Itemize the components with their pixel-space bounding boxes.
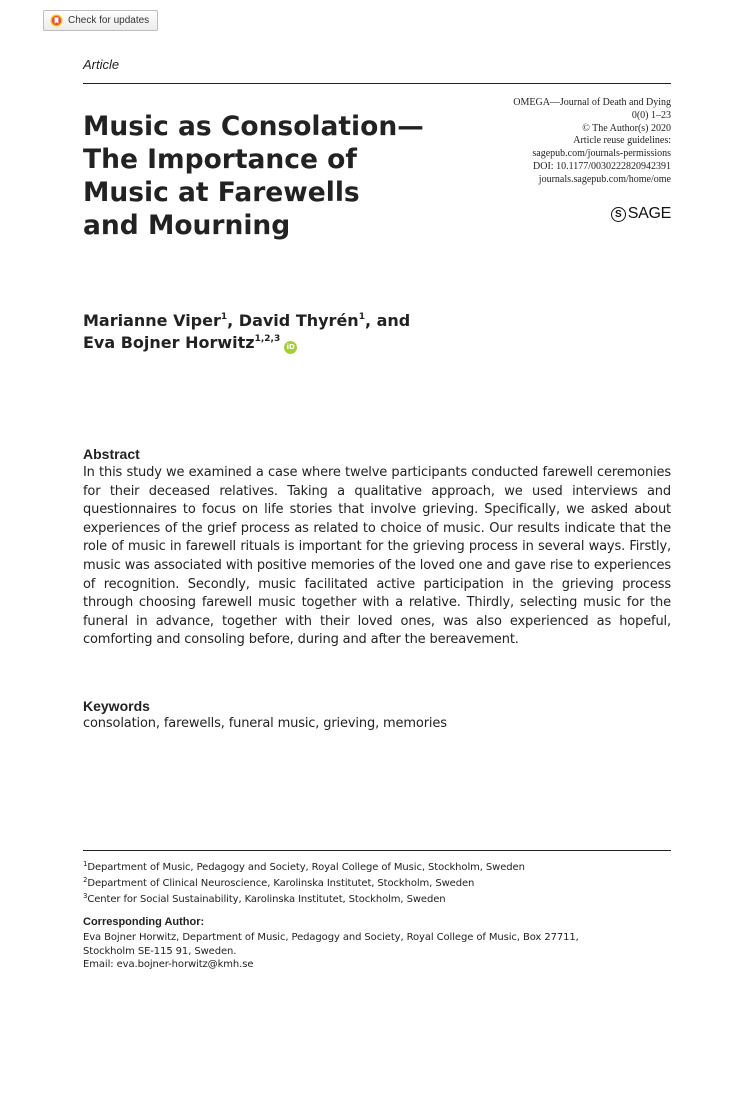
affiliation-number: 1: [83, 860, 88, 868]
corresponding-city: Stockholm SE-115 91, Sweden.: [83, 945, 237, 957]
affiliation-number: 3: [83, 892, 88, 900]
journal-home-link[interactable]: journals.sagepub.com/home/ome: [538, 173, 671, 185]
article-title: [83, 110, 453, 242]
permissions-link[interactable]: sagepub.com/journals-permissions: [532, 148, 671, 160]
affiliation-number: 2: [83, 876, 88, 884]
affiliation-item: [83, 860, 683, 876]
title-line: Music at Farewells: [83, 177, 360, 208]
affiliations: [83, 860, 683, 908]
author-name[interactable]: Marianne Viper: [83, 311, 221, 330]
orcid-icon[interactable]: iD: [284, 341, 297, 354]
document-type: Article: [83, 57, 120, 72]
corresponding-author-details: [83, 931, 683, 972]
keywords-heading: Keywords: [83, 698, 150, 714]
sage-logo-icon: S: [611, 207, 626, 222]
keywords-text: consolation, farewells, funeral music, grieving, memories: [83, 716, 447, 731]
title-line: and Mourning: [83, 210, 291, 241]
copyright: © The Author(s) 2020: [582, 122, 671, 134]
header-rule: [83, 83, 671, 84]
author-separator: , and: [364, 311, 411, 330]
reuse-guidelines-label: Article reuse guidelines:: [573, 135, 671, 147]
check-for-updates-badge[interactable]: [43, 10, 158, 31]
affiliation-item: [83, 892, 683, 908]
corresponding-author-heading: Corresponding Author:: [83, 916, 205, 928]
bookmark-update-icon: [50, 14, 63, 27]
author-name[interactable]: David Thyrén: [238, 311, 359, 330]
author-separator: ,: [227, 311, 239, 330]
footnote-rule: [83, 850, 671, 851]
title-line: The Importance of: [83, 144, 357, 175]
affiliation-text: Center for Social Sustainability, Karolinska Institutet, Stockholm, Sweden: [87, 894, 446, 905]
corresponding-email[interactable]: Email: eva.bojner-horwitz@kmh.se: [83, 959, 254, 970]
affiliation-text: Department of Clinical Neuroscience, Karolinska Institutet, Stockholm, Sweden: [87, 878, 475, 889]
abstract-heading: Abstract: [83, 446, 140, 462]
journal-metadata: [513, 97, 671, 187]
title-line: Music as Consolation—: [83, 111, 424, 142]
abstract-text: In this study we examined a case where twelve participants conducted farewell ceremonies for their deceased relatives. Taking a qualitative approach, we used interviews and questionnaires to focus on life stories that involve grieving. Specifically, we asked about experiences of the grief process as related to choice of music. Our results indicate that the role of music in farewell rituals is important for the grieving process in several ways. Firstly, music was associated with positive memories of the loved one and gave rise to experiences of recognition. Secondly, music facilitated active participation in the grieving process through choosing farewell music together with a relative. Thirdly, selecting music for the funeral in advance, together with their loved ones, was also experienced as hopeful, comforting and consoling before, during and after the bereavement.: [83, 465, 671, 648]
affiliation-text: Department of Music, Pedagogy and Society, Royal College of Music, Stockholm, Sweden: [87, 862, 525, 873]
author-name[interactable]: Eva Bojner Horwitz: [83, 333, 255, 352]
journal-name: OMEGA—Journal of Death and Dying: [513, 97, 671, 108]
corresponding-address: Eva Bojner Horwitz, Department of Music, Pedagogy and Society, Royal College of Music, Box 27711,: [83, 932, 579, 943]
author-list: [83, 310, 503, 354]
affiliation-item: [83, 876, 683, 892]
author-affiliation-ref: 1: [358, 312, 365, 322]
publisher-logo: [611, 205, 671, 223]
check-for-updates-label: Check for updates: [68, 15, 150, 26]
volume-pages: 0(0) 1–23: [631, 109, 671, 121]
doi-link[interactable]: DOI: 10.1177/0030222820942391: [533, 160, 671, 172]
publisher-name: SAGE: [627, 205, 671, 222]
author-affiliation-ref: 1,2,3: [254, 334, 281, 344]
author-affiliation-ref: 1: [220, 312, 228, 322]
